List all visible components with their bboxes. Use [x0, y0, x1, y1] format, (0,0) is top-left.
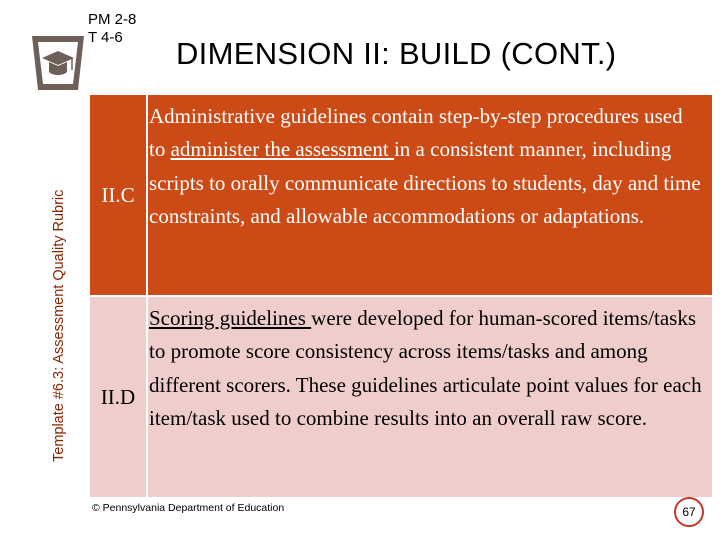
row-code: II.D: [90, 297, 146, 497]
sidebar-label: Template #6.3: Assessment Quality Rubric: [51, 189, 67, 462]
row-code: II.C: [90, 95, 146, 295]
pm-code: [88, 11, 136, 47]
row-description: [148, 297, 712, 497]
page-number-badge: 67: [674, 497, 704, 527]
rubric-table: [90, 95, 712, 497]
row-description: [148, 95, 712, 295]
page-title: DIMENSION II: BUILD (CONT.): [176, 36, 617, 71]
row-text-part: Administrative guidelines contain step-by-step procedures used to: [149, 104, 683, 162]
pm-code-line1: PM 2-8: [88, 11, 137, 28]
keystone-logo-icon: [26, 34, 90, 92]
row-text-part: were developed for human-scored items/tasks to promote score consistency across items/tasks and among different scorers. These guidelines articulate point values for each item/task used to combine results into an overall raw score.: [149, 306, 702, 431]
copyright-footer: © Pennsylvania Department of Education: [92, 502, 285, 514]
row-text-underlined: administer the assessment: [170, 137, 394, 162]
row-text-underlined: Scoring guidelines: [149, 306, 312, 330]
row-text-part: in a consistent manner, including scripts to orally communicate directions to students, day and time constraints, and allowable accommodations or adaptations.: [149, 137, 701, 229]
pm-code-line2: T 4-6: [88, 29, 123, 46]
